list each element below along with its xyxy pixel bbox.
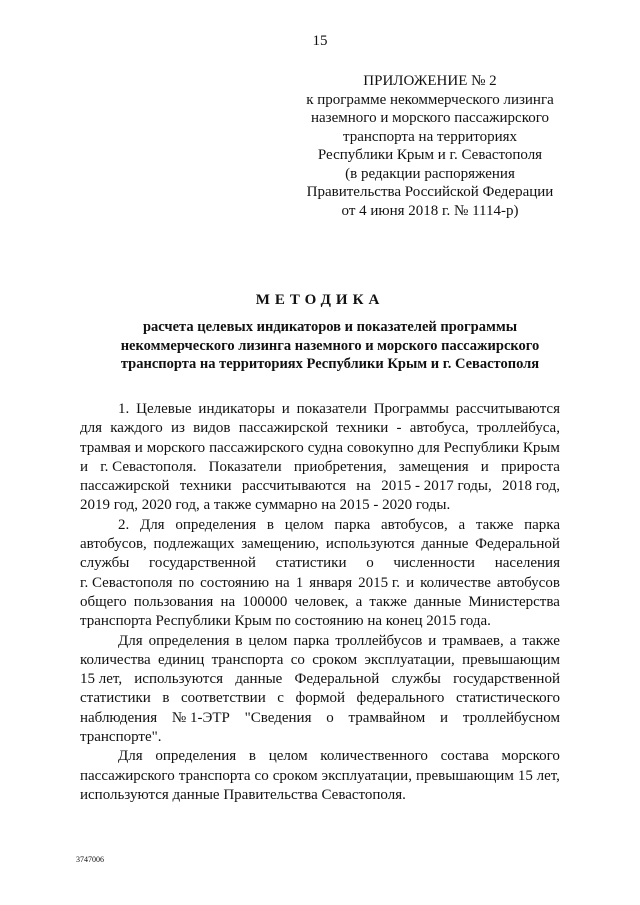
body-word: используются — [325, 536, 415, 553]
appendix-line: ПРИЛОЖЕНИЕ № 2 — [363, 73, 497, 89]
body-word: индикаторы — [198, 401, 275, 417]
appendix-line: к программе некоммерческого лизинга — [306, 91, 554, 108]
body-line — [80, 554, 560, 573]
body-word: соответствии — [180, 690, 266, 707]
body-word: пассажирской — [238, 420, 329, 437]
body-word: 2. — [118, 516, 130, 533]
body-word: для — [417, 439, 440, 456]
body-word: государственной — [149, 555, 256, 572]
body-word: морского — [146, 439, 206, 456]
body-word: со — [290, 651, 305, 668]
subtitle-line: транспорта на территориях Республики Крым и г. Севастополя — [120, 356, 540, 372]
body-word: Республики — [443, 439, 519, 456]
document-title: МЕТОДИКА — [255, 292, 385, 308]
body-word: пользования — [133, 593, 214, 610]
body-word: состава — [440, 748, 489, 765]
body-line — [80, 535, 560, 554]
body-word: службы — [391, 671, 441, 688]
body-word: замещению, — [241, 536, 320, 553]
body-word: со — [254, 767, 269, 784]
body-word: и — [134, 439, 143, 456]
body-word: статистики — [275, 555, 347, 572]
body-word: также — [475, 516, 514, 533]
body-line — [80, 651, 560, 670]
body-word: автобуса, — [409, 420, 469, 437]
appendix-line: Правительства Российской Федерации — [306, 184, 554, 200]
body-word: используются данные Правительства Севастополя. — [80, 786, 406, 803]
body-word: Показатели — [208, 458, 282, 475]
appendix-line: от 4 июня 2018 г. № 1114-р) — [341, 202, 519, 219]
body-word: каждого — [110, 420, 163, 437]
body-word: статистики — [80, 690, 151, 707]
body-word: формой — [295, 690, 345, 707]
body-line — [80, 786, 560, 805]
body-word: 100000 — [242, 593, 288, 610]
body-word: человек, — [294, 593, 349, 610]
body-line — [80, 632, 560, 651]
body-word: эксплуатации, — [321, 767, 412, 784]
body-word: - — [396, 420, 402, 437]
body-word: трамваев, — [442, 632, 504, 649]
subtitle-line: расчета целевых индикаторов и показателей программы — [142, 319, 518, 335]
body-word: 15 лет, — [517, 767, 560, 784]
body-word: судна — [307, 439, 344, 456]
body-word: замещения — [398, 458, 469, 475]
body-word: и — [80, 458, 89, 475]
body-word: января — [309, 574, 353, 591]
body-word: рассчитываются — [241, 478, 347, 495]
body-word: 15 лет, — [80, 671, 123, 688]
body-word: данные — [235, 671, 283, 688]
body-word: в — [235, 632, 243, 649]
body-word: целом — [268, 748, 308, 765]
body-line — [80, 516, 560, 535]
body-line — [80, 496, 560, 515]
body-word: транспорта — [178, 767, 251, 784]
body-word: и — [480, 458, 489, 475]
body-word: морского — [501, 748, 560, 765]
body-word: также — [369, 593, 407, 610]
body-word: транспорта Республики Крым по состоянию на конец 2015 года. — [80, 613, 491, 630]
body-line — [80, 612, 560, 631]
body-word: используются — [134, 671, 224, 688]
document-subtitle — [110, 318, 550, 374]
body-word: г. Севастополя — [80, 574, 173, 591]
body-line — [80, 400, 560, 419]
body-line — [80, 728, 560, 747]
body-word: эксплуатации, — [364, 651, 455, 668]
body-word: совокупно — [347, 439, 414, 456]
body-word: на — [356, 478, 371, 495]
body-word: в — [162, 690, 170, 707]
body-line — [80, 477, 560, 496]
body-word: парка — [293, 632, 330, 649]
body-word: Федеральной — [475, 536, 560, 553]
body-word: троллейбусов — [335, 632, 423, 649]
body-word: на — [220, 593, 236, 610]
body-word: 1 — [295, 574, 304, 591]
body-word: наблюдения — [80, 709, 158, 726]
body-word: 2019 год, 2020 год, а также суммарно на 2015 - 2020 годы. — [80, 497, 451, 514]
body-word: парка — [334, 516, 371, 533]
body-word: парка — [524, 516, 560, 533]
body-line — [80, 747, 560, 766]
body-word: Федеральной — [294, 671, 380, 688]
body-word: целом — [248, 632, 288, 649]
body-word: № 1-ЭТР — [171, 709, 230, 726]
body-word: и — [440, 709, 449, 726]
body-word: а — [509, 632, 517, 649]
body-word: троллейбуса, — [476, 420, 560, 437]
body-word: техники — [179, 478, 232, 495]
appendix-line: транспорта на территориях — [342, 128, 518, 145]
body-word: превышающим — [415, 767, 514, 784]
appendix-line: Республики Крым и г. Севастополя — [317, 147, 543, 163]
body-word: в — [266, 516, 274, 533]
body-word: троллейбусном — [462, 709, 560, 726]
body-word: в — [248, 748, 256, 765]
footer-code: 3747006 — [76, 855, 104, 864]
body-word: федерального — [356, 690, 445, 707]
body-word: а — [355, 593, 363, 610]
body-word: "Сведения — [244, 709, 312, 726]
body-word: показатели — [296, 401, 367, 417]
body-word: техники — [336, 420, 389, 437]
body-word: 2015 г. — [358, 574, 401, 591]
body-word: из — [170, 420, 185, 437]
body-word: Для — [118, 632, 143, 649]
body-word: единиц — [158, 651, 205, 668]
body-word: пассажирского — [209, 439, 304, 456]
body-word: трамвая — [80, 439, 131, 456]
body-word: с — [277, 690, 284, 707]
body-word: автобусов — [496, 574, 560, 591]
body-line — [80, 439, 560, 458]
body-word: транспорте". — [80, 729, 162, 746]
body-word: на — [275, 574, 290, 591]
body-word: населения — [494, 555, 560, 572]
body-word: о — [326, 709, 334, 726]
body-word: 1. — [118, 401, 130, 417]
body-word: Для — [139, 516, 165, 533]
body-word: определения — [175, 516, 257, 533]
body-word: по — [178, 574, 195, 591]
body-word: также — [522, 632, 560, 649]
body-word: 2018 год, — [502, 478, 560, 495]
body-word: Крым — [522, 439, 560, 456]
page-number: 15 — [312, 33, 328, 49]
body-word: общего — [80, 593, 127, 610]
body-word: определения — [155, 748, 237, 765]
body-word: состоянию — [200, 574, 270, 591]
body-word: трамвайном — [348, 709, 426, 726]
body-word: автобусов, — [80, 536, 147, 553]
body-word: видов — [193, 420, 231, 437]
body-word: сроком — [312, 651, 358, 668]
subtitle-line: некоммерческого лизинга наземного и морского пассажирского — [120, 337, 540, 354]
body-word: подлежащих — [153, 536, 235, 553]
body-line — [80, 458, 560, 477]
body-word: пассажирской — [80, 478, 170, 495]
body-word: Министерства — [468, 593, 560, 610]
body-word: сроком — [272, 767, 318, 784]
body-word: и — [406, 574, 415, 591]
body-word: приобретения, — [293, 458, 387, 475]
body-word: и — [428, 632, 437, 649]
appendix-header — [300, 72, 560, 220]
body-line — [80, 419, 560, 438]
body-word: о — [366, 555, 374, 572]
appendix-line: наземного и морского пассажирского — [311, 110, 549, 126]
body-line — [80, 593, 560, 612]
body-word: 2015 - 2017 годы, — [381, 478, 492, 495]
body-line — [80, 574, 560, 593]
body-line — [80, 689, 560, 708]
document-body — [80, 400, 560, 805]
body-word: государственной — [453, 671, 560, 688]
body-word: численности — [393, 555, 475, 572]
body-word: Целевые — [136, 401, 192, 417]
body-word: пассажирского — [80, 767, 175, 784]
body-line — [80, 670, 560, 689]
body-word: а — [458, 516, 466, 533]
body-word: и — [281, 401, 290, 417]
body-word: службы — [80, 555, 130, 572]
body-line — [80, 709, 560, 728]
body-word: целом — [284, 516, 324, 533]
body-word: Программы — [373, 401, 449, 417]
body-word: определения — [148, 632, 230, 649]
body-word: для — [80, 420, 103, 437]
body-word: количества — [80, 651, 151, 668]
body-word: превышающим — [462, 651, 560, 668]
body-word: транспорта — [211, 651, 284, 668]
body-word: количестве — [420, 574, 491, 591]
body-word: прироста — [500, 458, 560, 475]
body-line — [80, 767, 560, 786]
body-word: данные — [421, 536, 469, 553]
body-word: автобусов, — [380, 516, 448, 533]
body-word: рассчитываются — [455, 401, 560, 417]
body-word: данные — [414, 593, 462, 610]
body-word: Для — [118, 748, 143, 765]
body-word: статистического — [455, 690, 560, 707]
body-word: г. Севастополя. — [100, 458, 197, 475]
appendix-line: (в редакции распоряжения — [345, 165, 515, 182]
body-word: количественного — [320, 748, 428, 765]
